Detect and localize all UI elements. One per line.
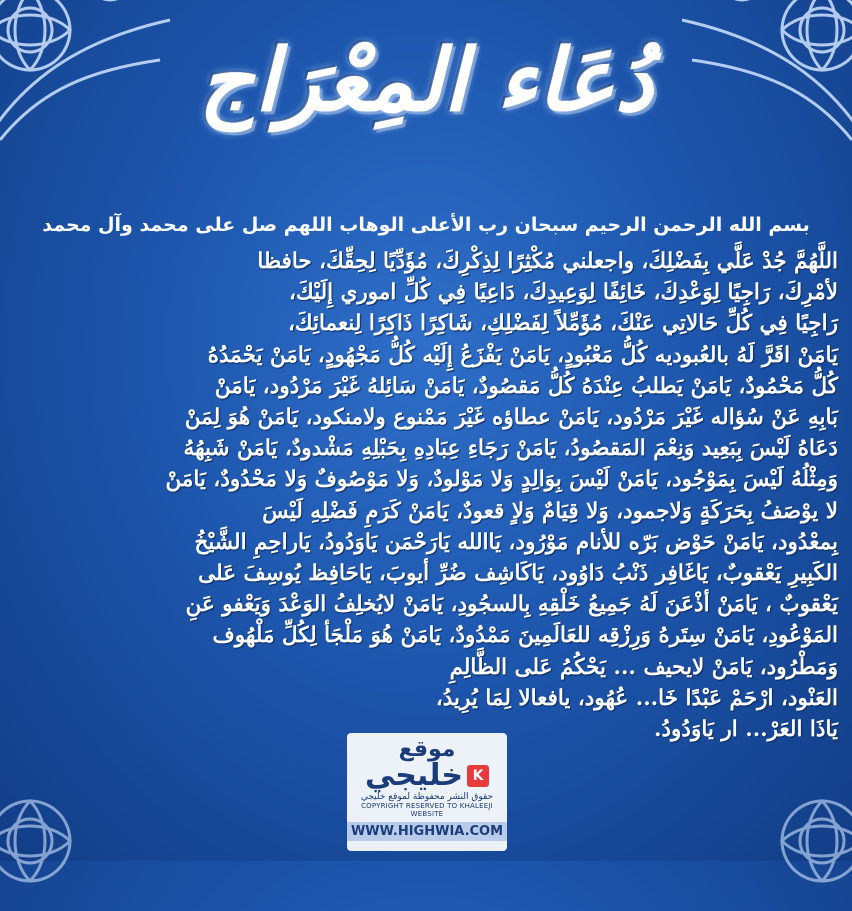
watermark-logo: [347, 733, 507, 851]
watermark-rights-arabic: حقوق النشر محفوظة لموقع خليجي: [360, 792, 494, 802]
prayer-line: الكَبِيرِ يَعْقوبٌ، يَاغَافِر ذَنْبُ دَاوُود، يَاكَاشِف ضُرِّ أيوبَ، يَاحَافِظ يُوسِفَ عَلى: [198, 561, 838, 587]
prayer-line: لأمْرِكَ، رَاجِيًا لِوَعْدِكَ، خَائِفًا لِوَعِيدِكَ، دَاعِيًا فِي كُلِّ اموري إِلَيْكَ،: [289, 280, 838, 306]
prayer-line: يَامَنْ اقَرَّ لَهُ بالعُبوديه كُلُّ مَعْبُودٍ، يَامَنْ يَفْزَعُ إِلَيْه كُلُّ مَجْهُودٍ، يَامَنْ يَحْمَدُهُ: [207, 342, 838, 368]
prayer-line: العَنْود، ارْحَمْ عَبْدًا خَا... عُهُود، يافعالا لِمَا يُرِيدُ،: [435, 685, 838, 711]
k-logo-icon: K: [467, 765, 489, 787]
watermark-brand: خليجي: [364, 758, 464, 793]
watermark-url: WWW.HIGHWIA.COM: [347, 822, 507, 841]
prayer-line: رَاجِيًا فِي كُلِّ حَالاتِي عَنْكَ، مُؤَمِّلاً لِفَضْلِكِ، شَاكِرًا ذَاكِرًا لِنعمائِكَ،: [287, 311, 838, 337]
prayer-line: بِمعْدُود، يَامَنْ حَوْض بَرّه للأنام مَوْرُود، يَاالله يَارَحْمَن يَاوَدُودُ، يَاراحِمِ الشَّيْخُ: [194, 529, 838, 555]
bismillah-line: بسم الله الرحمن الرحيم سبحان رب الأعلى الوهاب اللهم صل على محمد وآل محمد: [42, 214, 810, 236]
prayer-line: يَاذَا العَرْ... ار يَاوَدُودُ.: [653, 717, 838, 743]
prayer-line: كُلُّ مَحْمُودٌ، يَامَنْ يَطلبُ عِنْدَهُ كُلُّ مَقصُودٌ، يَامَنْ سَائِلهُ غَيْرَ مَرْدُود، يَامَنْ: [214, 373, 838, 399]
prayer-line: دَعَاهُ لَيْسَ بِبَعِيد وَنِعْمَ المَقصُودُ، يَامَنْ رَجَاءِ عِبَادِهِ بِحَبْلِهِ مَشْدودٌ، يَامَنْ شَبِهُهُ: [183, 436, 838, 462]
prayer-text: [14, 246, 838, 745]
prayer-line: لا يوْصَفُ بِحَرَكَةٍ وَلاجمود، وَلا قِيَامٌ وَلاٍ قعودٌ، يَامَنْ كَرَمِ فَضْلِهِ لَيْسَ: [262, 498, 838, 524]
prayer-line: وَمِثْلُهُ لَيْسَ بِمَوْجُود، يَامَنْ لَيْسَ بِوَالِدٍ وَلا مَوْلودٌ، وَلا مَوْصُوفٌ وَلا مَحْدُودٌ، يَامَنْ: [165, 467, 838, 493]
prayer-line: يَعْقوبٌ ، يَامَنْ أذْعَنَ لَهُ جَمِيعُ خَلْقِهِ بِالسجُودِ، يَامَنْ لايُخلِفُ الوَعْدَ وَيَعْفو عَنِ: [185, 592, 838, 618]
prayer-line: وَمَطْرُود، يَامَنْ لايحيف ... يَحْكُمُ عَلى الظَّالِمِ: [449, 654, 838, 680]
watermark-brand-row: [347, 760, 507, 792]
prayer-line: بَابِهِ عَنْ سُؤاله غَيْرَ مَرْدُود، يَامَنْ عطاؤه غَيْرَ مَمْنوع ولامنكود، يَامَنْ هُوَ لِمَنْ: [184, 405, 838, 431]
page-title: دُعَاء المِعْرَاج: [198, 30, 654, 131]
watermark-site-label: موقع: [398, 737, 456, 762]
prayer-line: اللَّهُمَّ جُدْ عَلَّي بِفَضْلِكَ، واجعلني مُكْثِرًا لِذِكْرِكَ، مُؤَدِّيًا لِحِقِّكَ، حافظا: [257, 249, 838, 274]
prayer-line: المَوْعُودِ، يَامَنْ سِتَرهُ وَرِزْقِه للعَالَمِينَ مَمْدُودٌ، يَامَنْ هُوَ مَلْجَأ لِكُلِّ مَلْهُوف: [212, 623, 838, 649]
watermark-rights-english: COPYRIGHT RESERVED TO KHALEEJI WEBSITE: [361, 802, 493, 818]
